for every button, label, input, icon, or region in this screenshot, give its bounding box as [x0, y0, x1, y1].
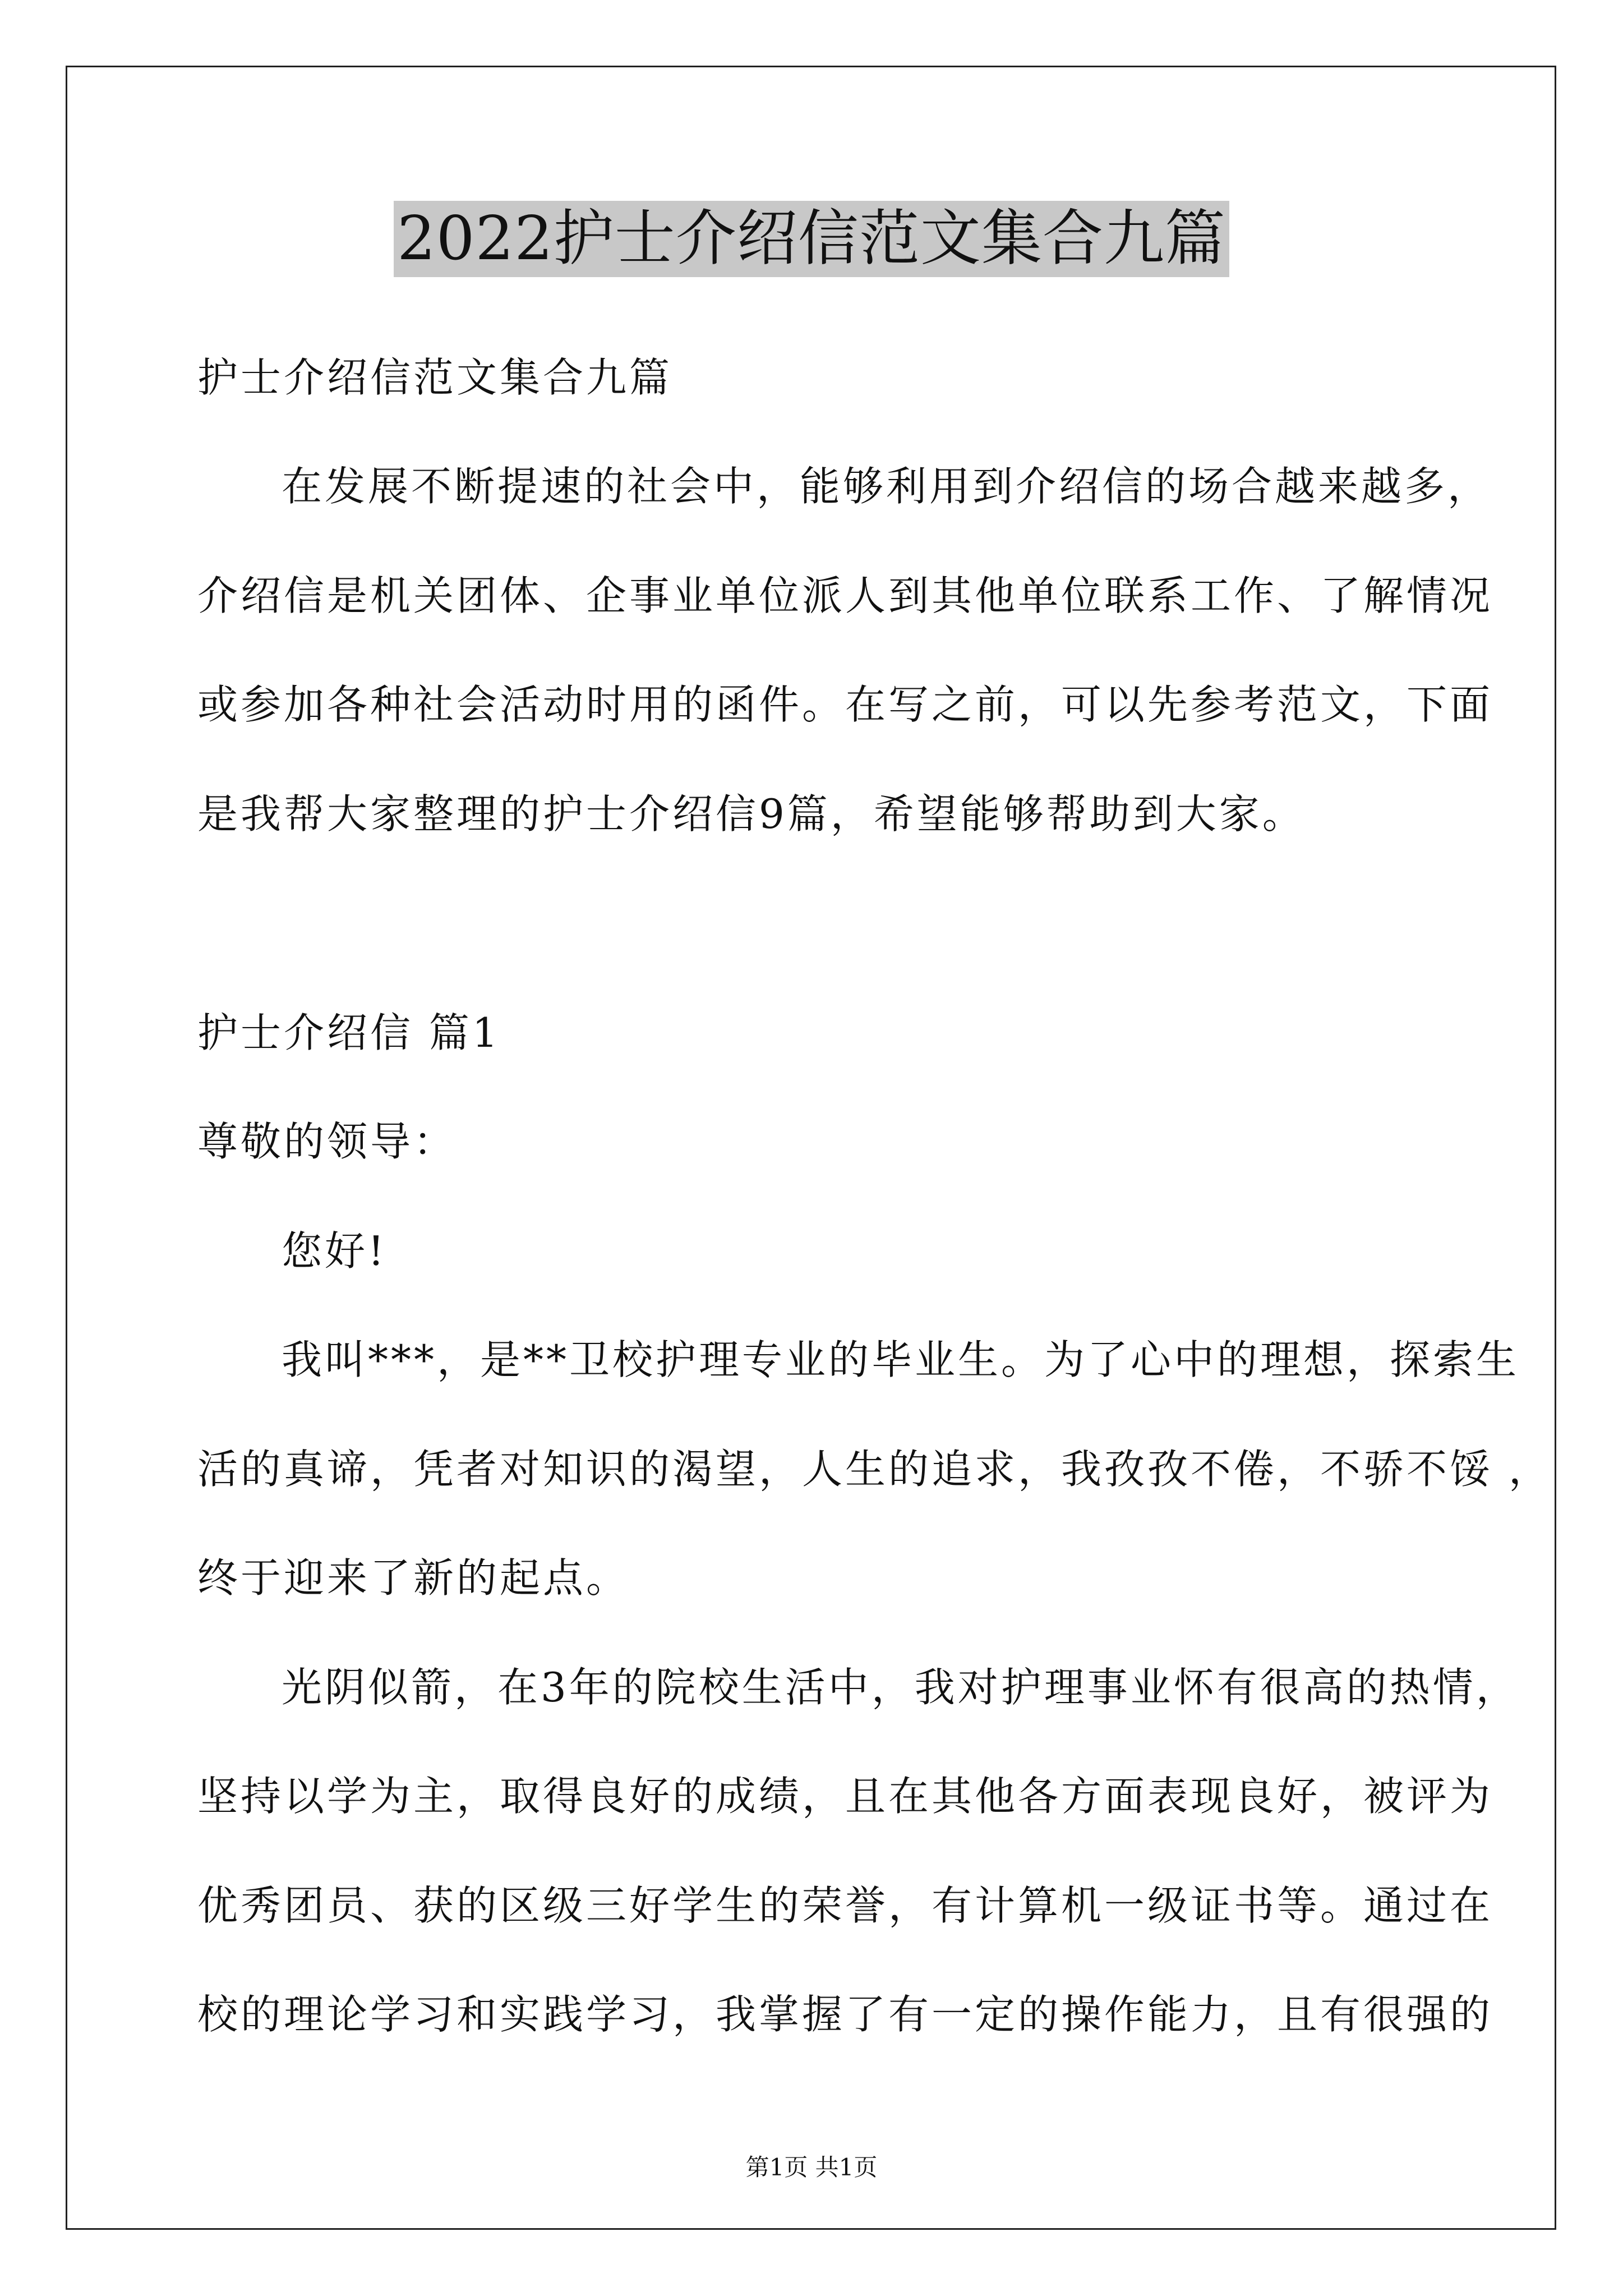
paragraph-line: 坚持以学为主，取得良好的成绩，且在其他各方面表现良好，被评为 [197, 1773, 1493, 1820]
paragraph-line: 活的真谛，凭者对知识的渴望，人生的追求，我孜孜不倦，不骄不馁 ， [197, 1446, 1552, 1493]
paragraph-line: 优秀团员、获的区级三好学生的荣誉，有计算机一级证书等。通过在 [197, 1882, 1493, 1929]
document-subtitle: 护士介绍信范文集合九篇 [197, 354, 673, 401]
salutation: 尊敬的领导： [197, 1118, 457, 1165]
document-title: 2022护士介绍信范文集合九篇 [394, 201, 1229, 277]
intro-line: 在发展不断提速的社会中，能够利用到介绍信的场合越来越多， [282, 463, 1491, 510]
paragraph-line: 终于迎来了新的起点。 [197, 1554, 630, 1602]
page-footer: 第1页 共1页 [745, 2154, 878, 2181]
title-container [0, 201, 1623, 277]
paragraph-line: 校的理论学习和实践学习，我掌握了有一定的操作能力，且有很强的 [197, 1991, 1493, 2038]
intro-line: 介绍信是机关团体、企事业单位派人到其他单位联系工作、了解情况 [197, 572, 1493, 619]
greeting: 您好! [282, 1227, 387, 1274]
intro-line: 或参加各种社会活动时用的函件。在写之前，可以先参考范文，下面 [197, 681, 1493, 728]
paragraph-line: 光阴似箭，在3年的院校生活中，我对护理事业怀有很高的热情， [282, 1664, 1519, 1711]
paragraph-line: 我叫***，是**卫校护理专业的毕业生。为了心中的理想，探索生 [282, 1336, 1520, 1383]
section-heading: 护士介绍信 篇1 [197, 1009, 501, 1056]
intro-line: 是我帮大家整理的护士介绍信9篇，希望能够帮助到大家。 [197, 790, 1306, 838]
